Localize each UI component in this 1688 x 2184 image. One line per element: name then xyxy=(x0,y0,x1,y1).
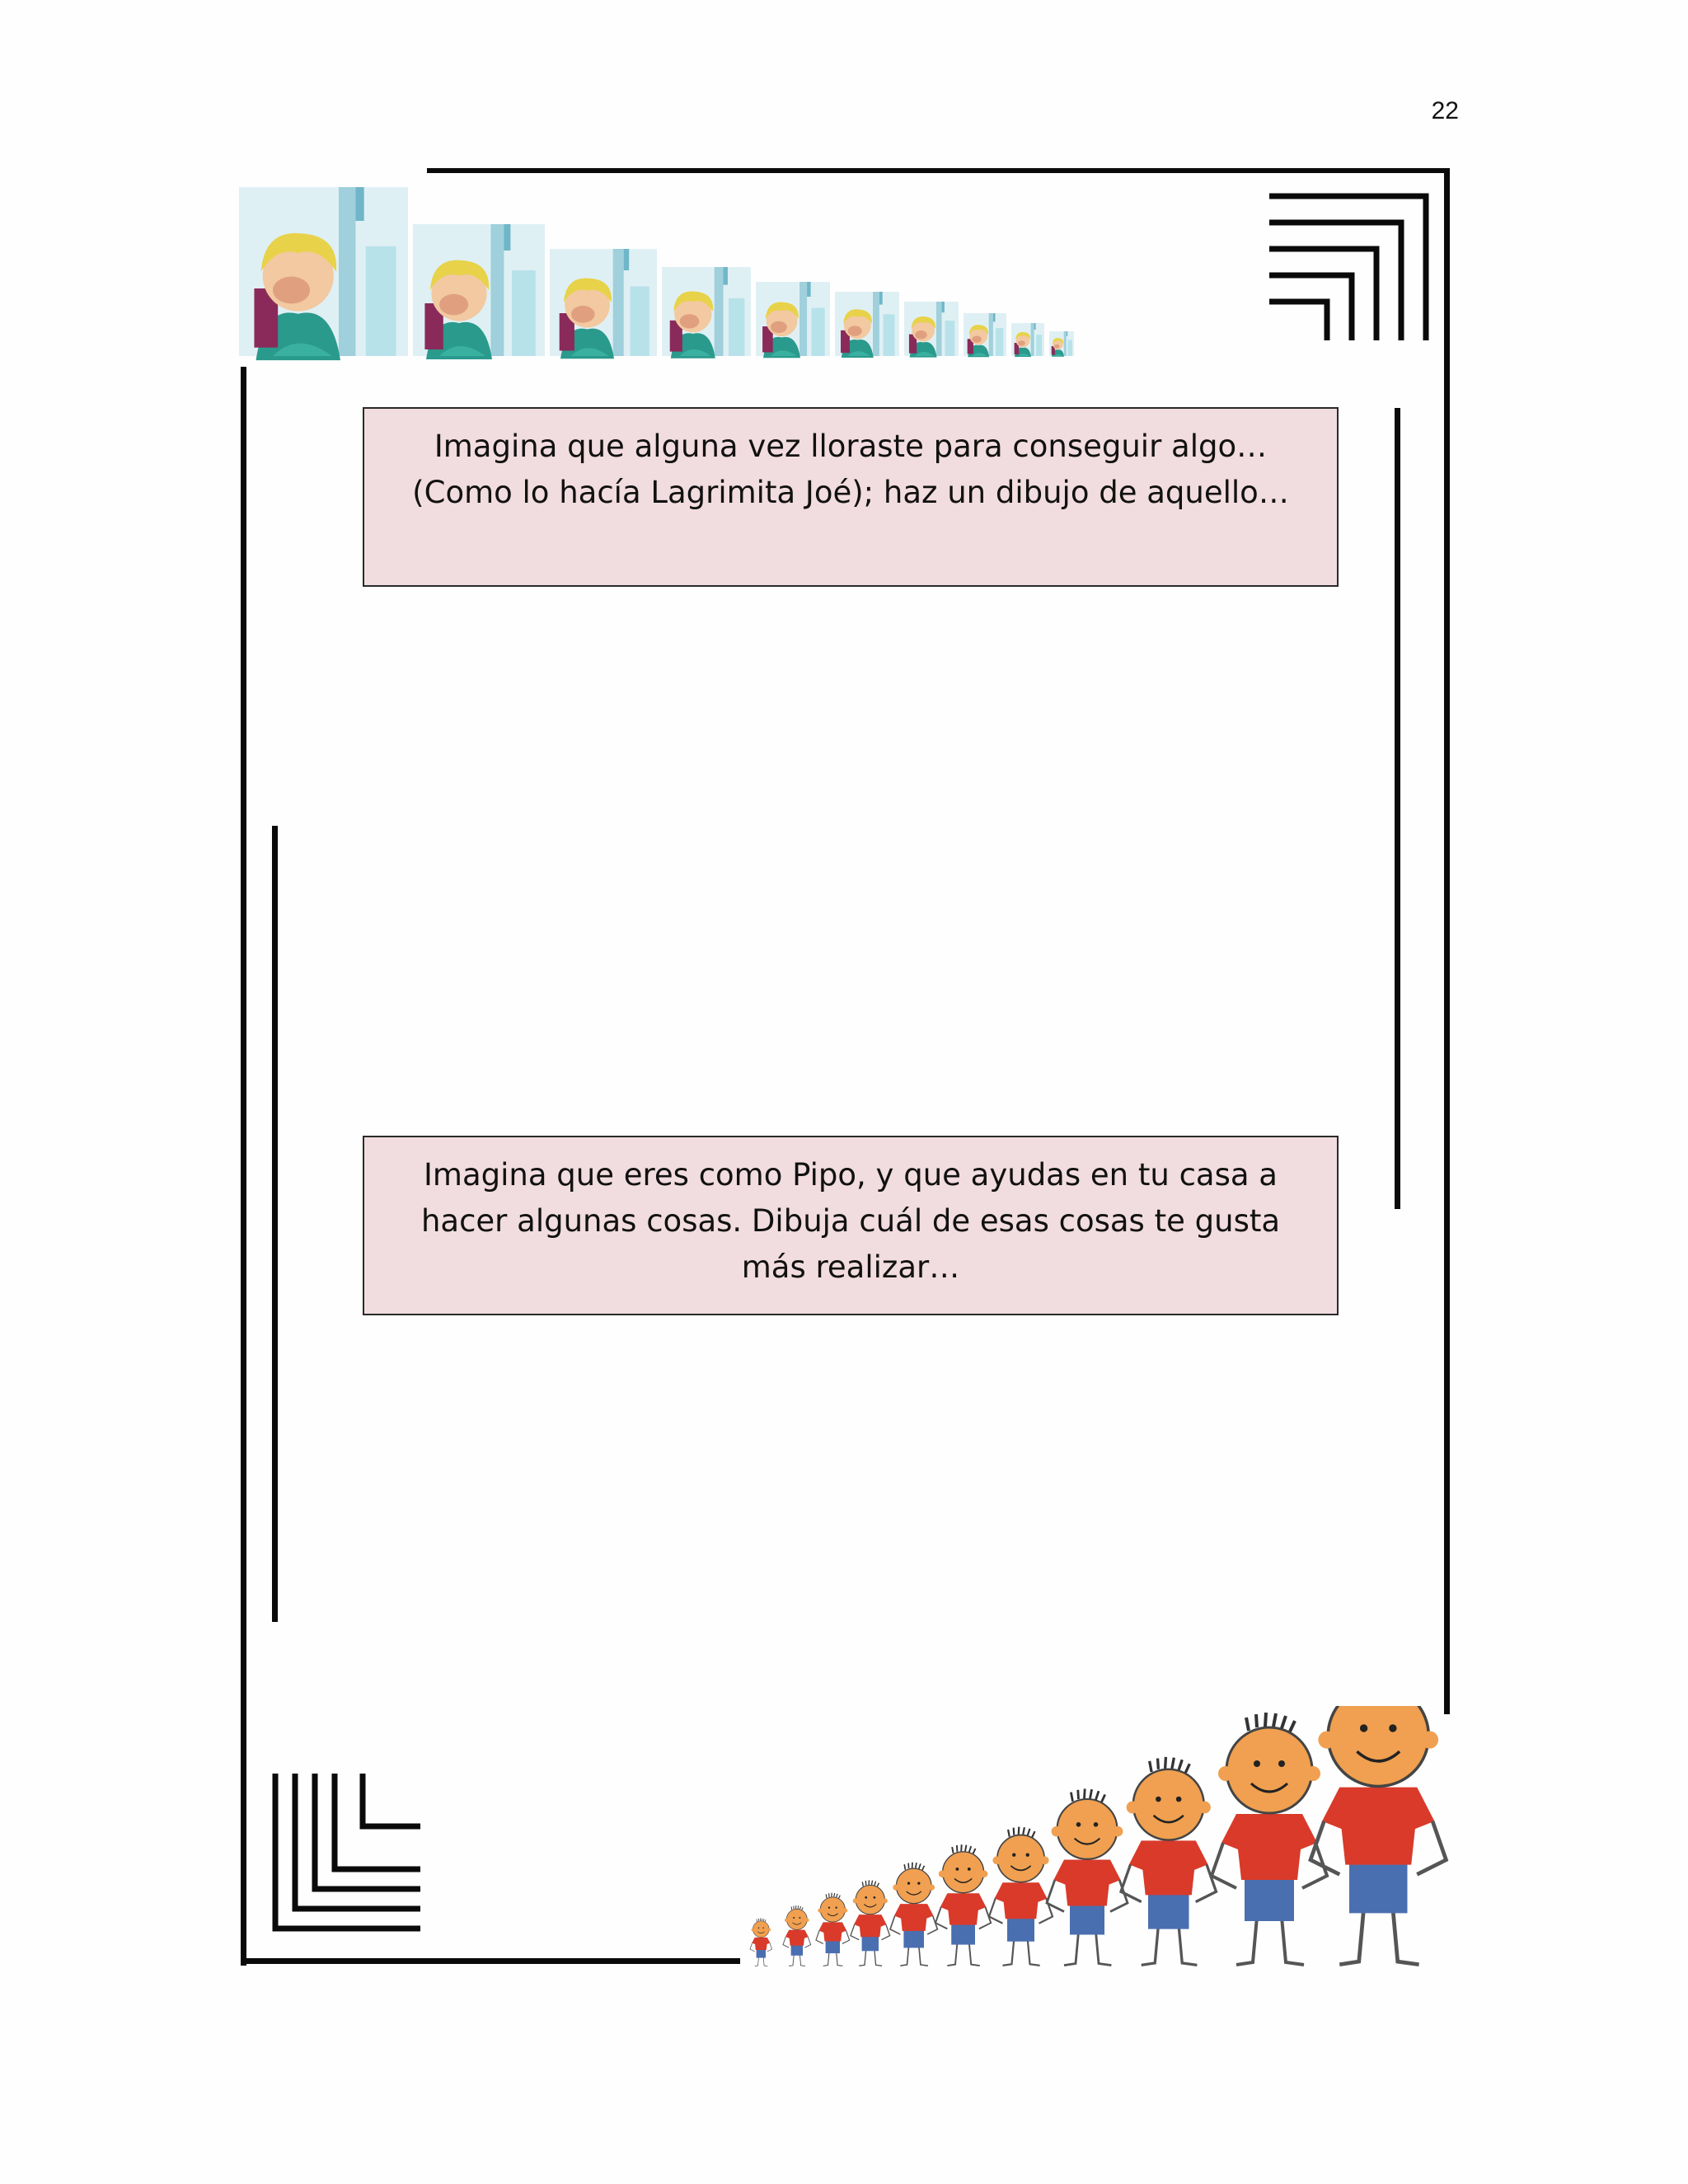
crying-boy-image xyxy=(1049,331,1074,357)
crying-boy-image xyxy=(413,224,545,359)
activity-prompt-2 xyxy=(363,1136,1339,1315)
drawing-area-2[interactable] xyxy=(363,1327,1339,1722)
crying-boy-image xyxy=(964,313,1006,357)
inner-right-line xyxy=(1395,408,1400,1209)
kids-strip xyxy=(734,1706,1459,1970)
crying-boy-image xyxy=(756,282,830,358)
frame-left-line xyxy=(241,367,246,1966)
crying-boy-image xyxy=(239,187,408,360)
crying-boy-image xyxy=(1011,323,1044,357)
smiling-kid-figure xyxy=(989,1827,1053,1966)
smiling-kid-figure xyxy=(1212,1713,1327,1965)
smiling-kid-figure xyxy=(890,1863,937,1966)
corner-ornament-top-right xyxy=(1261,188,1434,344)
crying-boy-image xyxy=(550,249,657,359)
page-number: 22 xyxy=(1431,97,1459,124)
activity-prompt-2-text: Imagina que eres como Pipo, y que ayudas en tu casa a hacer algunas cosas. Dibuja cuál de esas cosas te gusta más realizar… xyxy=(420,1157,1281,1285)
activity-prompt-1-text: Imagina que alguna vez lloraste para conseguir algo… (Como lo hacía Lagrimita Joé); haz un dibujo de aquello… xyxy=(412,429,1289,510)
crying-boy-image xyxy=(835,292,899,358)
frame-right-line xyxy=(1444,168,1450,1714)
smiling-kid-figure xyxy=(1047,1788,1128,1965)
smiling-kid-figure xyxy=(851,1880,890,1966)
crying-boy-image xyxy=(662,267,751,359)
inner-left-line xyxy=(272,826,278,1622)
smiling-kid-figure xyxy=(783,1905,811,1966)
smiling-kid-figure xyxy=(750,1918,772,1966)
corner-ornament-bottom-left xyxy=(269,1774,425,1934)
smiling-kid-figure xyxy=(1311,1706,1447,1965)
drawing-area-1[interactable] xyxy=(363,602,1339,1121)
frame-bottom-line xyxy=(241,1958,740,1964)
activity-prompt-1 xyxy=(363,407,1339,587)
crying-boy-image xyxy=(904,302,959,358)
smiling-kid-figure xyxy=(935,1844,991,1966)
crying-boy-strip xyxy=(237,165,1103,363)
smiling-kid-figure xyxy=(816,1893,850,1966)
smiling-kid-figure xyxy=(1121,1757,1217,1965)
